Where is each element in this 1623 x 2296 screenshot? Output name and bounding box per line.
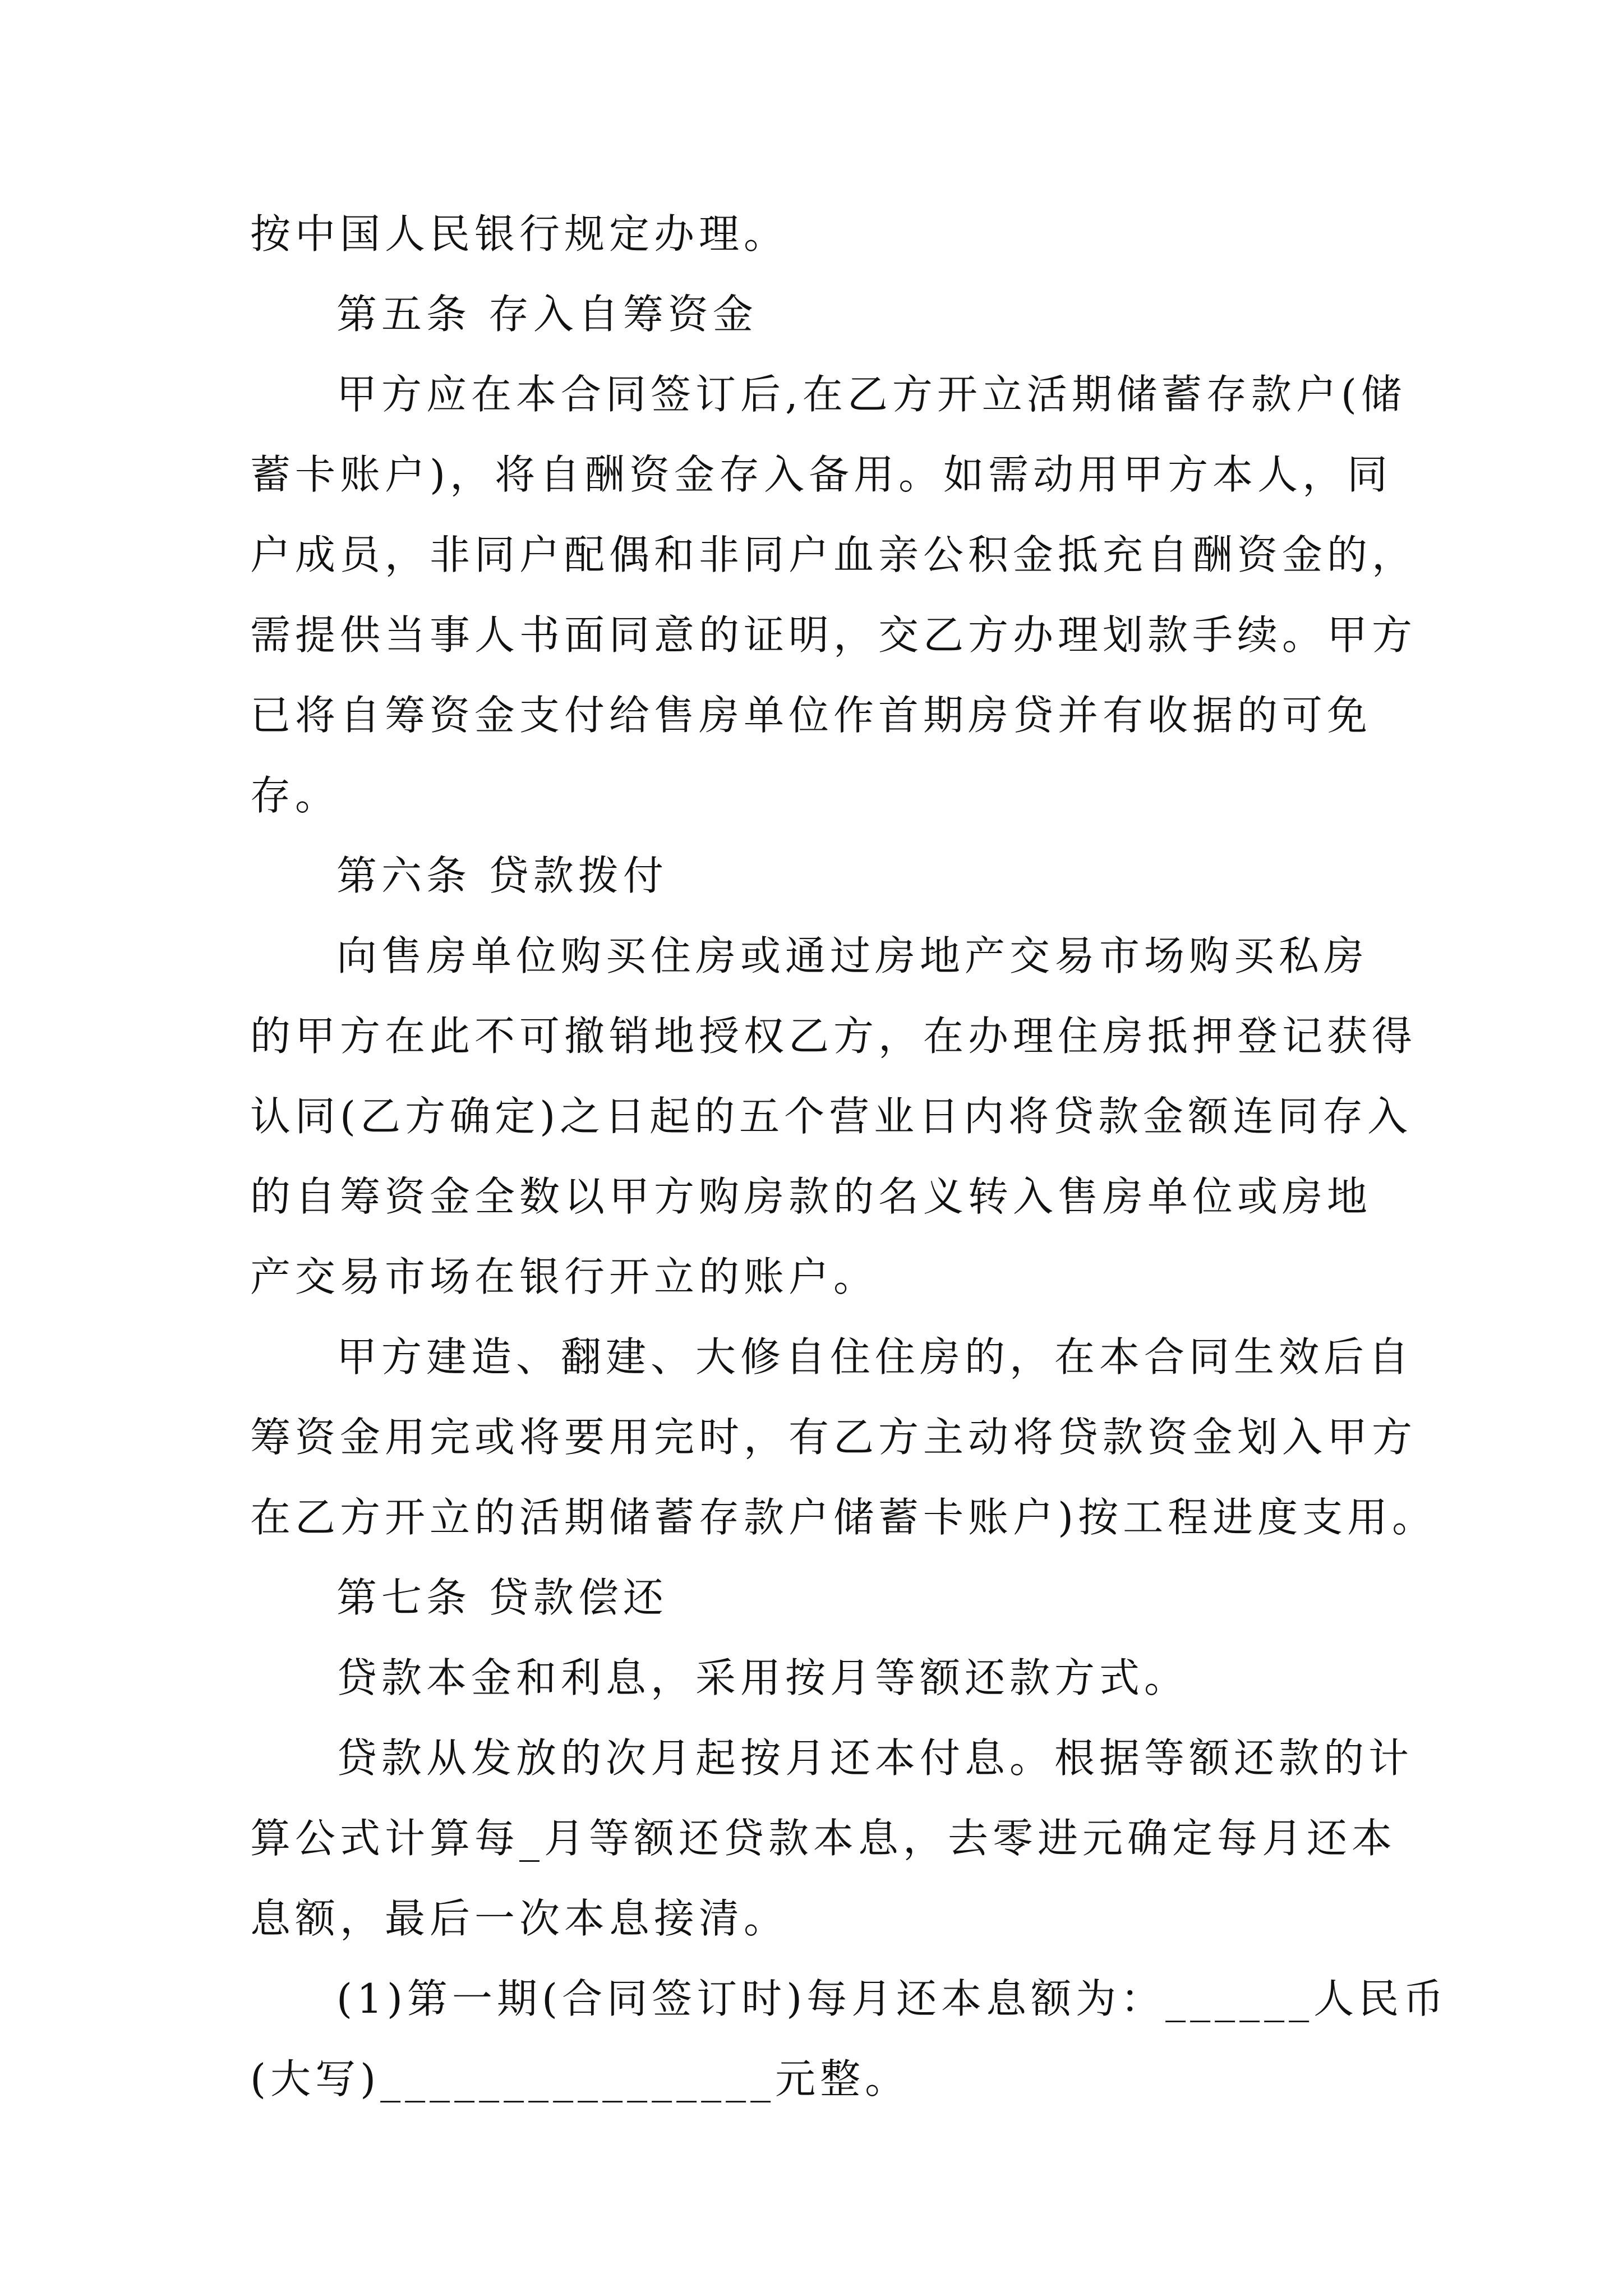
- article-heading: 第六条 贷款拨付: [336, 852, 668, 899]
- paragraph-line: 蓄卡账户)，将自酬资金存入备用。如需动用甲方本人，同: [250, 451, 1393, 498]
- paragraph-line: 在乙方开立的活期储蓄存款户储蓄卡账户)按工程进度支用。: [250, 1494, 1437, 1541]
- paragraph-line: 户成员，非同户配偶和非同户血亲公积金抵充自酬资金的，: [250, 531, 1417, 578]
- paragraph-line: (大写)________________元整。: [250, 2055, 910, 2102]
- paragraph-line: 的甲方在此不可撤销地授权乙方，在办理住房抵押登记获得: [250, 1013, 1417, 1060]
- paragraph-line: 算公式计算每_月等额还贷款本息，去零进元确定每月还本: [250, 1815, 1397, 1862]
- paragraph-line: 甲方应在本合同签订后,在乙方开立活期储蓄存款户(储: [336, 371, 1406, 418]
- paragraph-line: 已将自筹资金支付给售房单位作首期房贷并有收据的可免: [250, 692, 1372, 739]
- paragraph-line: 需提供当事人书面同意的证明，交乙方办理划款手续。甲方: [250, 611, 1417, 659]
- paragraph-line: 的自筹资金全数以甲方购房款的名义转入售房单位或房地: [250, 1173, 1372, 1220]
- paragraph-line: 息额，最后一次本息接清。: [250, 1895, 789, 1942]
- article-heading: 第七条 贷款偿还: [336, 1574, 668, 1621]
- paragraph-line: 贷款从发放的次月起按月还本付息。根据等额还款的计: [336, 1734, 1414, 1782]
- paragraph-line: 贷款本金和利息，采用按月等额还款方式。: [336, 1654, 1189, 1701]
- paragraph-line: 按中国人民银行规定办理。: [250, 210, 789, 257]
- paragraph-line: 产交易市场在银行开立的账户。: [250, 1253, 879, 1300]
- paragraph-line: 存。: [250, 772, 340, 819]
- paragraph-line: 筹资金用完或将要用完时，有乙方主动将贷款资金划入甲方: [250, 1414, 1417, 1461]
- paragraph-line: 向售房单位购买住房或通过房地产交易市场购买私房: [336, 932, 1369, 979]
- paragraph-line: (1)第一期(合同签订时)每月还本息额为：______人民币: [336, 1975, 1449, 2022]
- paragraph-line: 甲方建造、翻建、大修自住住房的，在本合同生效后自: [336, 1333, 1414, 1381]
- article-heading: 第五条 存入自筹资金: [336, 291, 758, 338]
- paragraph-line: 认同(乙方确定)之日起的五个营业日内将贷款金额连同存入: [250, 1093, 1413, 1140]
